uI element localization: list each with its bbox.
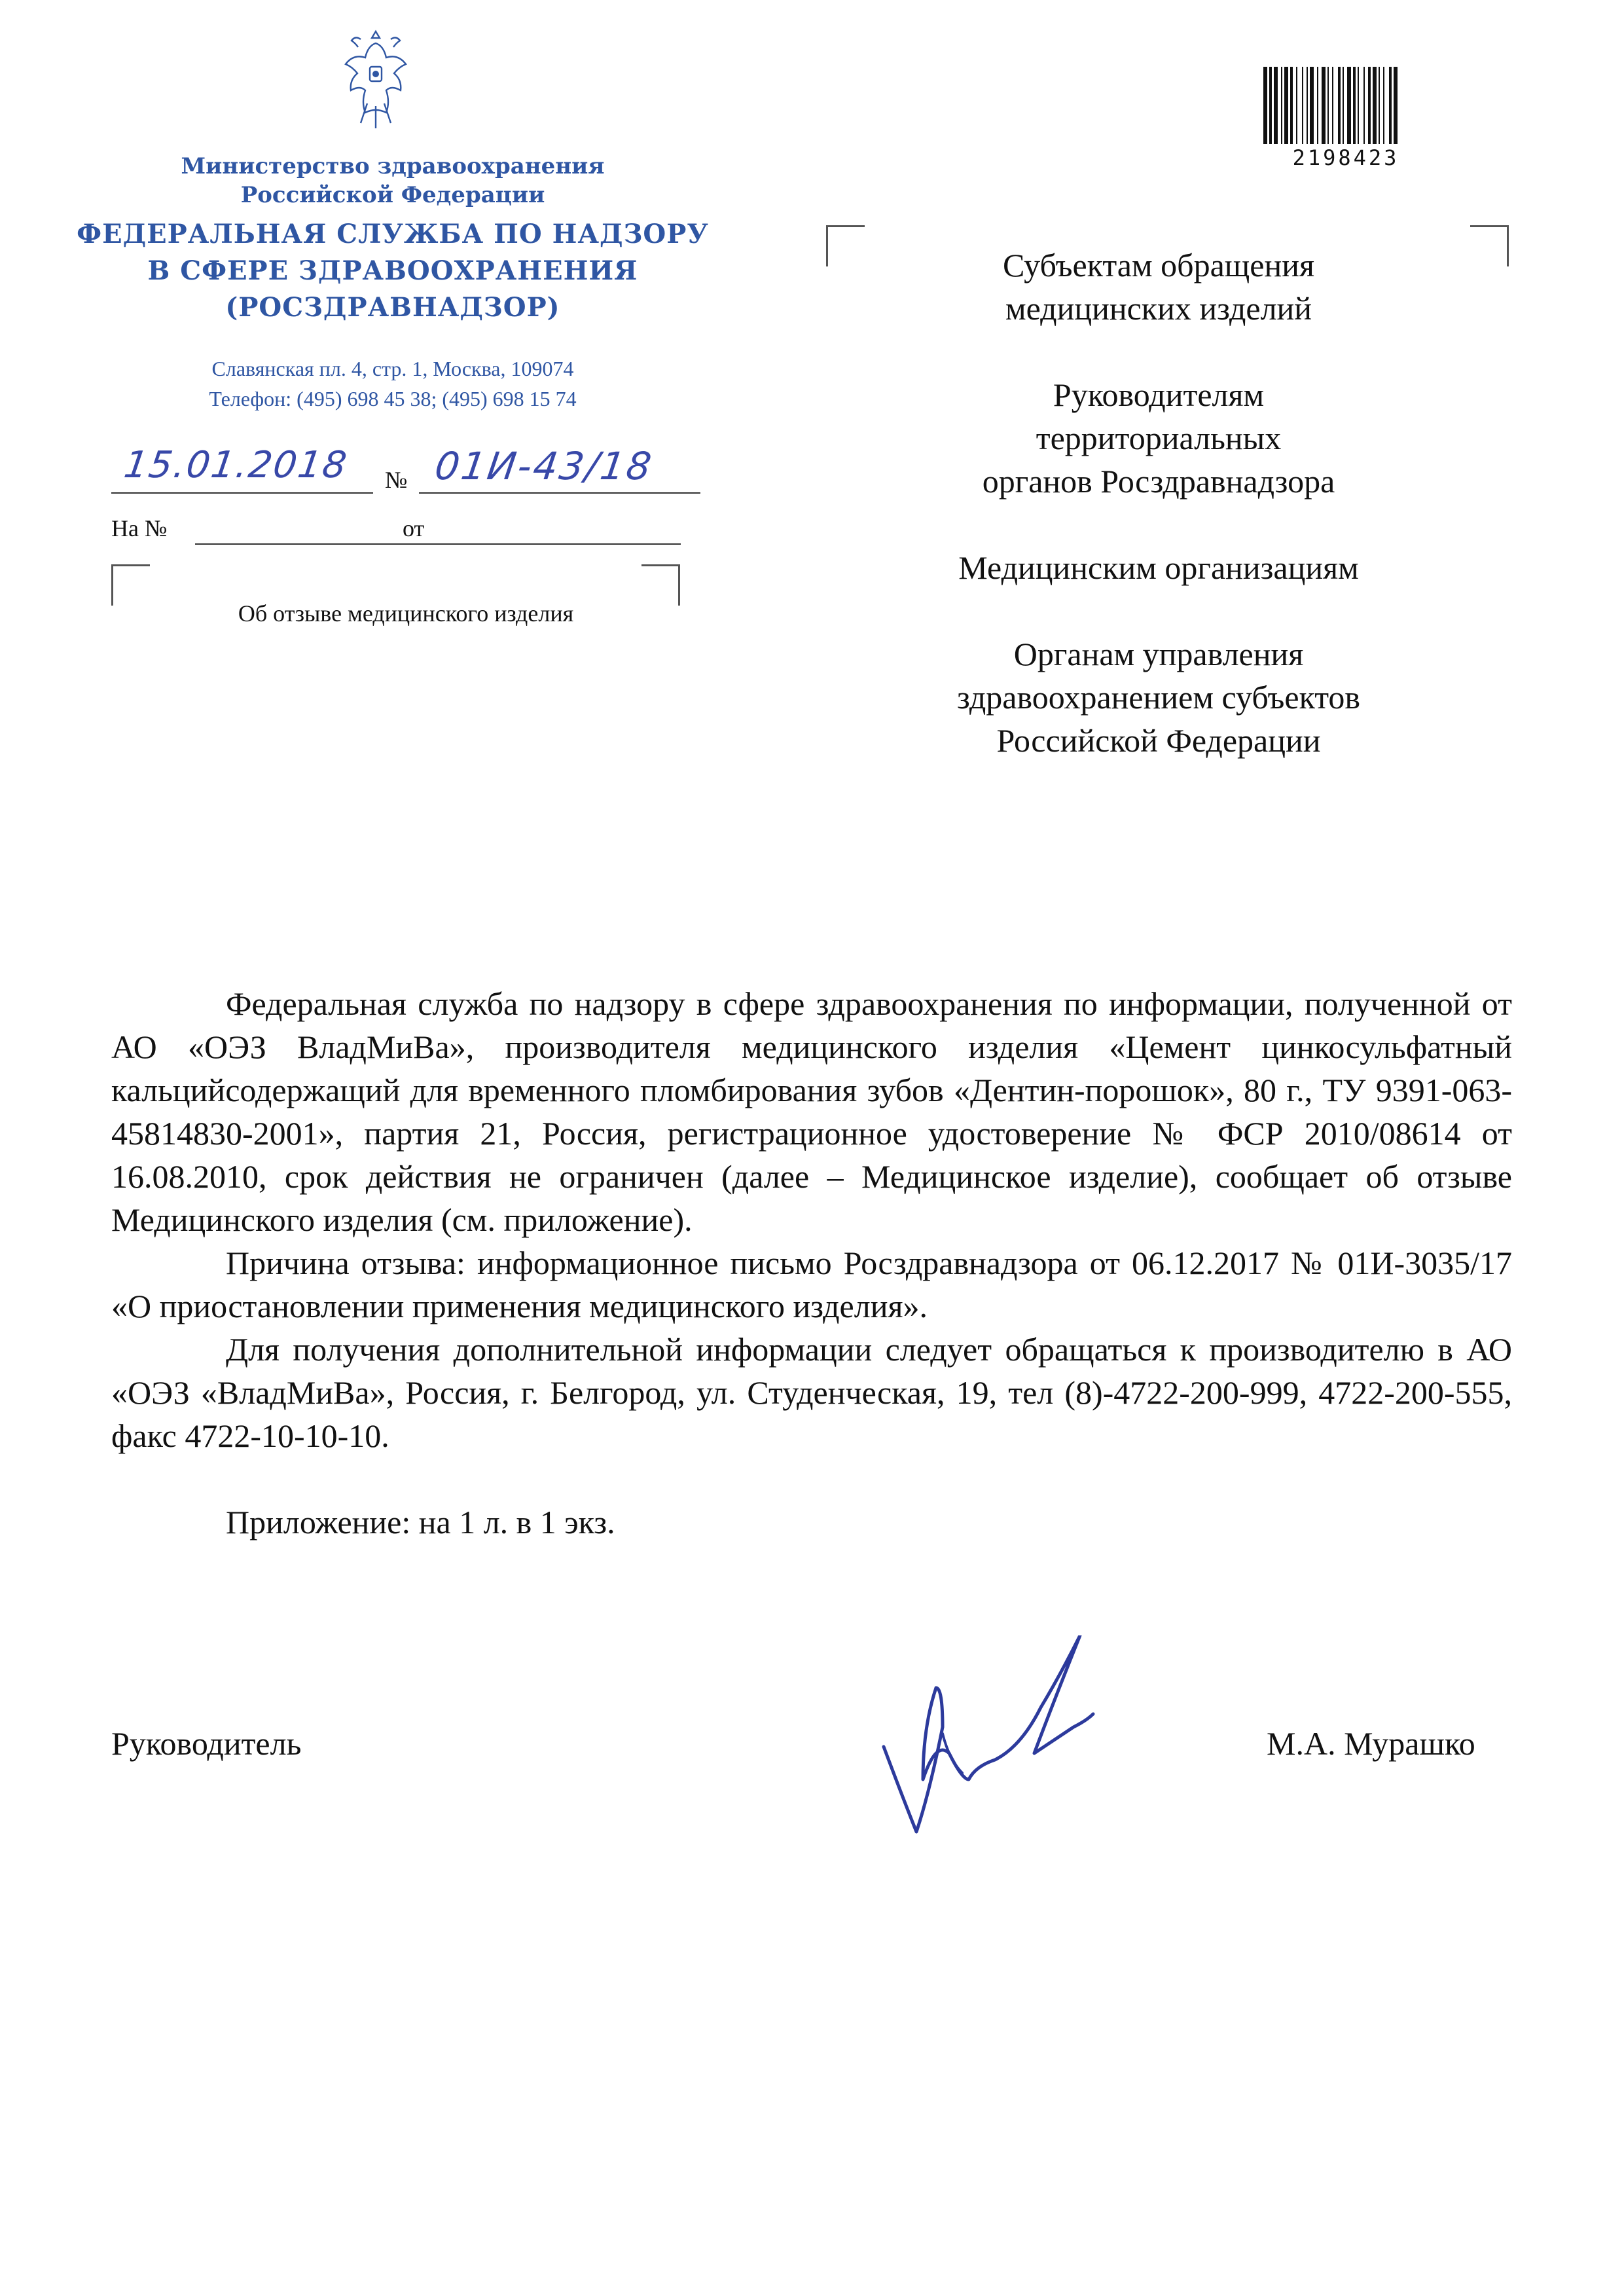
handwritten-signature [864, 1635, 1178, 1851]
barcode-bar [1332, 67, 1333, 144]
barcode-bar [1317, 67, 1318, 144]
body-paragraph: Для получения дополнительной информации следует обращаться к производителю в АО «ОЭЗ «ВладМиВа», Россия, г. Белгород, ул. Студенческая, 19, тел (8)-4722-200-999, 4722-200-555, факс 4722-10-10-10. [111, 1331, 1512, 1454]
recipient-line: органов Росздравнадзора [982, 463, 1335, 500]
barcode-bar [1379, 67, 1380, 144]
barcode-bar [1347, 67, 1351, 144]
barcode-bar [1363, 67, 1365, 144]
corner-bracket [826, 225, 865, 266]
ministry-name [111, 152, 674, 210]
recipient-group [864, 632, 1453, 762]
address: Славянская пл. 4, стр. 1, Москва, 109074 [211, 357, 574, 380]
signatory-title: Руководитель [111, 1725, 302, 1762]
recipient-group [864, 373, 1453, 503]
ministry-line1: Министерство здравоохранения [181, 153, 605, 179]
barcode-bar [1310, 67, 1314, 144]
ministry-line2: Российской Федерации [240, 182, 545, 208]
phone: Телефон: (495) 698 45 38; (495) 698 15 74 [209, 387, 577, 410]
date-underline [111, 492, 373, 494]
body-paragraph: Причина отзыва: информационное письмо Росздравнадзора от 06.12.2017 № 01И-3035/17 «О приостановлении применения медицинского изделия». [111, 1245, 1512, 1324]
letter-subject: Об отзыве медицинского изделия [238, 600, 574, 627]
recipient-line: Руководителям [1053, 376, 1265, 413]
barcode-bar [1322, 67, 1326, 144]
registration-line [111, 440, 720, 499]
recipient-line: Органам управления [1013, 636, 1304, 672]
barcode-bar [1338, 67, 1341, 144]
barcode-bar [1368, 67, 1371, 144]
signatory-name: М.А. Мурашко [1267, 1725, 1475, 1762]
body-paragraph: Федеральная служба по надзору в сфере здравоохранения по информации, полученной от АО «ОЭЗ ВладМиВа», производителя медицинского изделия «Цемент цинкосульфатный кальцийсодержащий для временного пломбирования зубов «Дентин-порошок», 80 г., ТУ 9391-063-45814830-2001», партия 21, Россия, регистрационное удостоверение № ФСР 2010/08614 от 16.08.2010, срок действия не ограничен (далее – Медицинское изделие), сообщает об отзыве Медицинского изделия (см. приложение). [111, 985, 1512, 1238]
barcode-bar [1343, 67, 1344, 144]
recipient-line: Российской Федерации [996, 722, 1321, 759]
recipient-line: территориальных [1036, 420, 1282, 456]
corner-bracket [1470, 225, 1509, 266]
barcode-bar [1358, 67, 1359, 144]
barcode-bar [1284, 67, 1288, 144]
barcode-bar [1269, 67, 1272, 144]
service-name [72, 216, 713, 326]
reply-to-label: На № [111, 515, 168, 541]
barcode-bar [1353, 67, 1356, 144]
barcode-bar [1307, 67, 1308, 144]
double-headed-eagle-emblem-icon [341, 25, 410, 136]
barcode-bar [1296, 67, 1297, 144]
barcode-bar [1274, 67, 1278, 144]
reply-to-line [111, 515, 720, 554]
barcode-bar [1290, 67, 1293, 144]
number-label: № [385, 467, 408, 493]
barcode-bar [1281, 67, 1282, 144]
barcode-bar [1302, 67, 1303, 144]
from-label: от [403, 515, 425, 541]
registration-date: 15.01.2018 [121, 444, 351, 486]
letter-body [111, 982, 1512, 1544]
number-underline [419, 492, 700, 494]
service-line1: ФЕДЕРАЛЬНАЯ СЛУЖБА ПО НАДЗОРУ [77, 219, 709, 249]
contact-block [105, 354, 681, 414]
from-date-blank [445, 543, 681, 545]
recipient-line: здравоохранением субъектов [956, 679, 1361, 716]
barcode-bar [1383, 67, 1384, 144]
barcode-number: 2198423 [1292, 145, 1399, 170]
appendix-note: Приложение: на 1 л. в 1 экз. [226, 1504, 615, 1540]
recipient-line: Медицинским организациям [958, 549, 1359, 586]
barcode-icon [1262, 67, 1430, 145]
recipient-line: Субъектам обращения [1003, 247, 1314, 283]
recipient-line: медицинских изделий [1005, 290, 1312, 327]
barcode-bar [1394, 67, 1398, 144]
registration-number: 01И-43/18 [432, 444, 657, 488]
recipient-group [864, 546, 1453, 589]
barcode-bar [1327, 67, 1329, 144]
service-line2: В СФЕРЕ ЗДРАВООХРАНЕНИЯ [147, 255, 638, 286]
recipients-block [864, 244, 1453, 805]
barcode-bar [1373, 67, 1377, 144]
recipient-group [864, 244, 1453, 330]
barcode-bar [1263, 67, 1267, 144]
service-line3: (РОСЗДРАВНАДЗОР) [225, 292, 560, 323]
barcode-bar [1389, 67, 1392, 144]
